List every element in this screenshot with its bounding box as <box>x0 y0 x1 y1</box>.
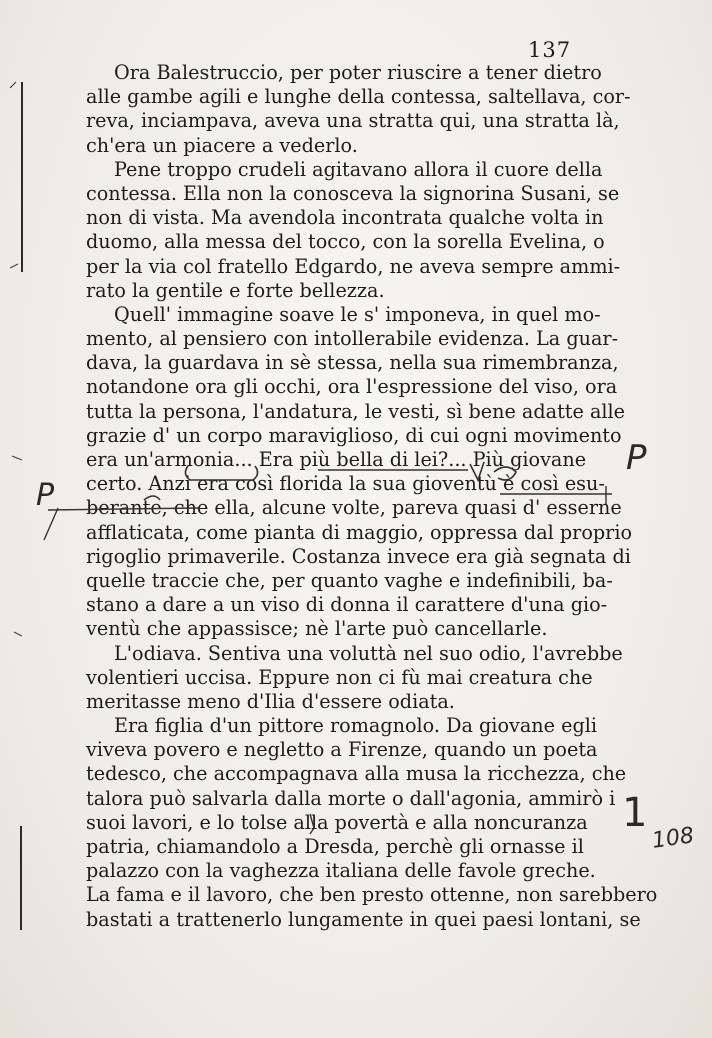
margin-bar-left-bottom <box>20 826 22 930</box>
text-line: viveva povero e negletto a Firenze, quando un poeta <box>86 738 598 762</box>
text-line: La fama e il lavoro, che ben presto ottenne, non sarebbero <box>86 883 658 907</box>
text-line: palazzo con la vaghezza italiana delle favole greche. <box>86 859 596 883</box>
text-line: mento, al pensiero con intollerabile evidenza. La guar- <box>86 327 619 351</box>
text-line: non di vista. Ma avendola incontrata qualche volta in <box>86 206 604 230</box>
text-line: reva, inciampava, aveva una stratta qui, una stratta là, <box>86 109 620 133</box>
text-line: tutta la persona, l'andatura, le vesti, sì bene adatte alle <box>86 399 626 423</box>
body-text <box>86 61 658 932</box>
text-line: L'odiava. Sentiva una voluttà nel suo odio, l'avrebbe <box>114 641 623 665</box>
text-line: certo. Anzi era così florida la sua gioventù è così esu- <box>86 472 605 496</box>
text-line: quelle traccie che, per quanto vaghe e indefinibili, ba- <box>86 568 613 592</box>
margin-bar-left-top <box>21 82 23 272</box>
annotation-p-right: P <box>626 438 647 478</box>
text-line: Ora Balestruccio, per poter riuscire a tener dietro <box>114 61 602 84</box>
page-number: 137 <box>528 38 572 62</box>
annotation-sheet-number: 108 <box>650 823 696 854</box>
text-line: Pene troppo crudeli agitavano allora il cuore della <box>114 157 603 181</box>
text-line: afflaticata, come pianta di maggio, oppressa dal proprio <box>86 520 633 544</box>
text-line: berante, che ella, alcune volte, pareva quasi d' esserne <box>86 496 622 520</box>
text-line: bastati a trattenerlo lungamente in quei paesi lontani, se <box>86 907 641 931</box>
text-line: rato la gentile e forte bellezza. <box>86 278 385 302</box>
text-line: alle gambe agili e lunghe della contessa, saltellava, cor- <box>86 85 631 109</box>
text-line: ch'era un piacere a vederlo. <box>86 133 358 157</box>
text-line: tedesco, che accompagnava alla musa la ricchezza, che <box>86 762 627 786</box>
annotation-p-left: P <box>36 478 55 513</box>
annotation-marker-right: 1 <box>622 790 648 836</box>
text-line: Quell' immagine soave le s' imponeva, in quel mo- <box>114 302 601 326</box>
text-line: duomo, alla messa del tocco, con la sorella Evelina, o <box>86 230 605 254</box>
text-line: grazie d' un corpo maraviglioso, di cui ogni movimento <box>86 423 622 447</box>
text-line: rigoglio primaverile. Costanza invece era già segnata di <box>86 544 631 568</box>
text-line: ventù che appassisce; nè l'arte può cancellarle. <box>86 617 548 641</box>
text-line: era un'armonia... Era più bella di lei?... Più giovane <box>86 448 587 471</box>
text-line: contessa. Ella non la conosceva la signorina Susani, se <box>86 181 620 205</box>
text-line: meritasse meno d'Ilia d'essere odiata. <box>86 689 455 713</box>
text-line: suoi lavori, e lo tolse alla povertà e alla noncuranza <box>86 810 588 834</box>
text-line: per la via col fratello Edgardo, ne aveva sempre ammi- <box>86 254 621 278</box>
text-line: volentieri uccisa. Eppure non ci fù mai creatura che <box>86 665 593 689</box>
text-line: notandone ora gli occhi, ora l'espressione del viso, ora <box>86 375 618 399</box>
text-line: Era figlia d'un pittore romagnolo. Da giovane egli <box>114 714 597 738</box>
text-line: dava, la guardava in sè stessa, nella sua rimembranza, <box>86 351 619 375</box>
text-line: talora può salvarla dalla morte o dall'agonia, ammirò i <box>86 786 616 810</box>
text-line: stano a dare a un viso di donna il carattere d'una gio- <box>86 593 608 617</box>
text-line: patria, chiamandolo a Dresda, perchè gli ornasse il <box>86 835 584 858</box>
